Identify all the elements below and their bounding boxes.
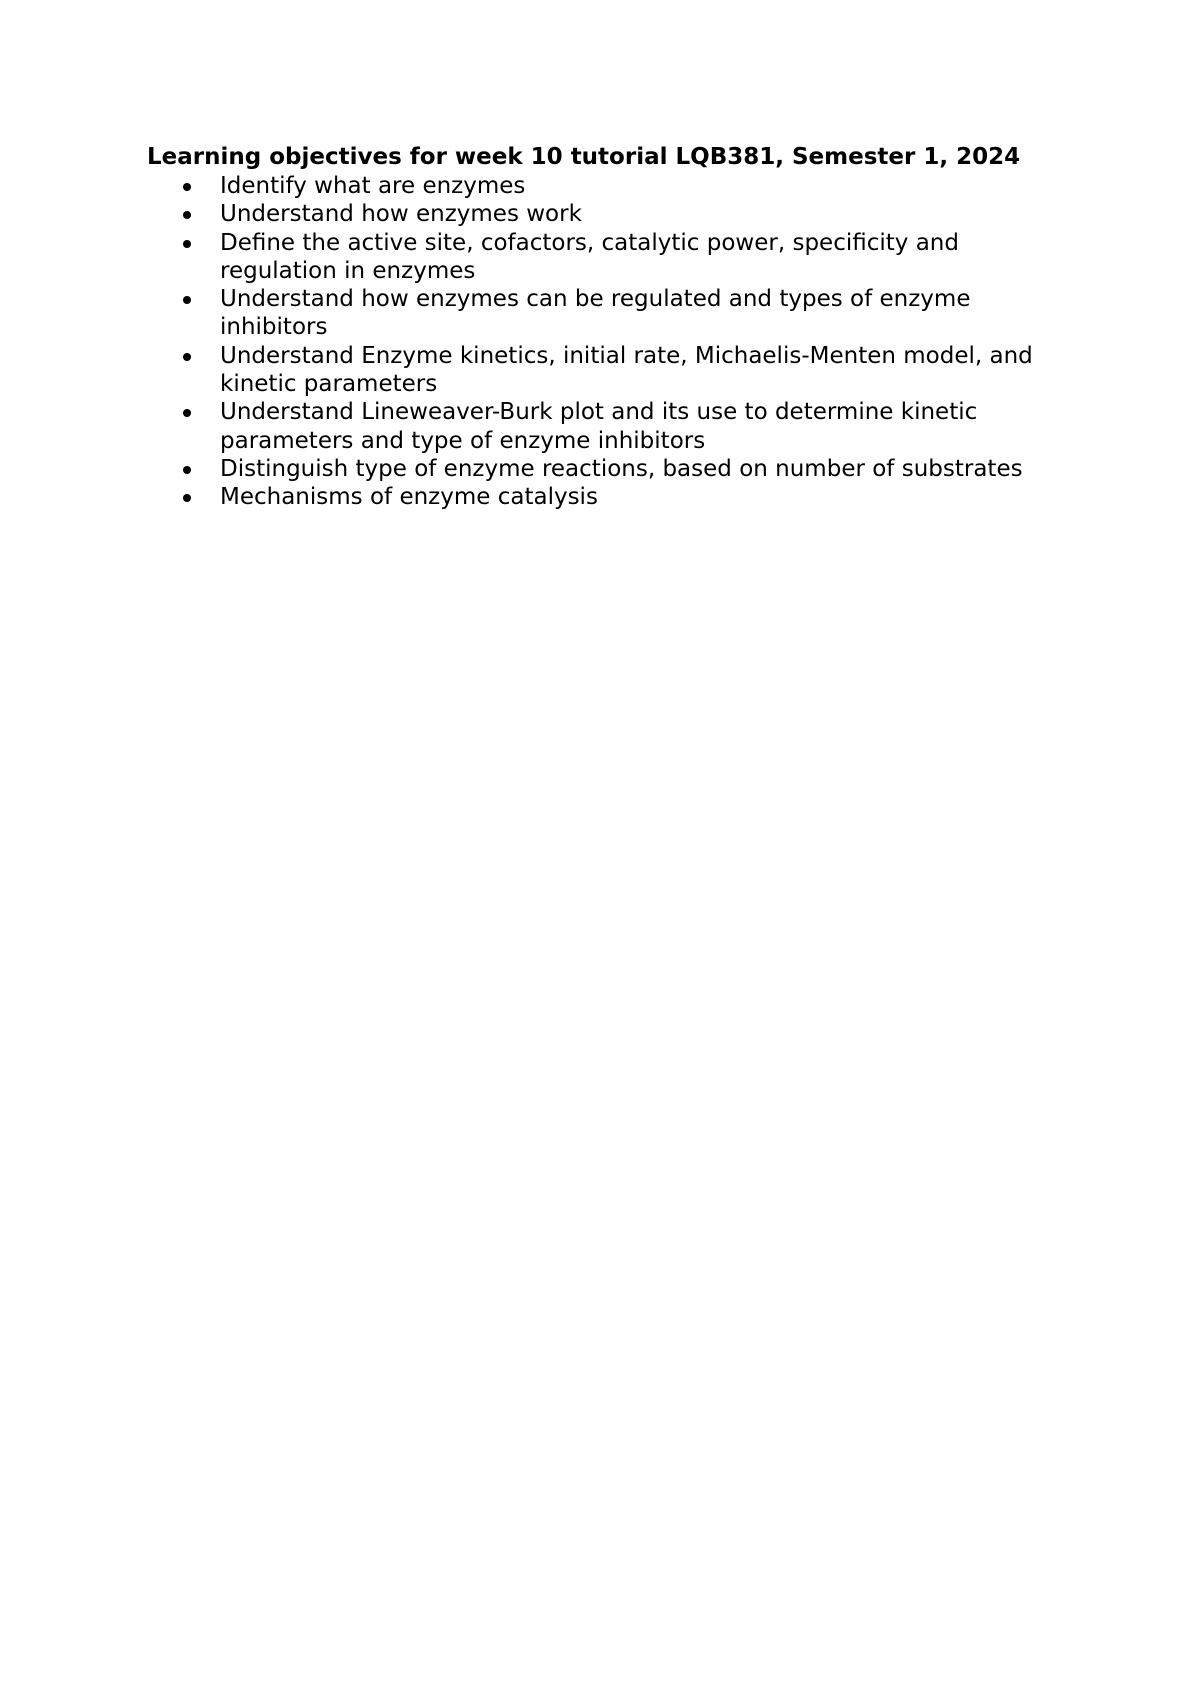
objective-text: Understand how enzymes work [220,201,582,228]
bullet-icon [183,296,191,304]
bullet-icon [183,211,191,219]
bullet-icon [183,183,191,191]
document-title: Learning objectives for week 10 tutorial LQB381, Semester 1, 2024 [147,144,1021,170]
objective-text: Distinguish type of enzyme reactions, based on number of substrates [220,455,1023,482]
document-content [147,143,1037,512]
objective-text: Understand Lineweaver-Burk plot and its use to determine kinetic parameters and type of enzyme inhibitors [220,399,978,454]
objective-text: Define the active site, cofactors, catalytic power, specificity and regulation in enzymes [220,229,959,284]
objective-text: Understand Enzyme kinetics, initial rate, Michaelis-Menten model, and kinetic parameters [220,342,1033,398]
list-item [147,172,1037,200]
bullet-icon [183,494,191,502]
list-item [147,229,1037,286]
bullet-icon [183,409,191,417]
objectives-list [147,172,1037,512]
bullet-icon [183,240,191,248]
list-item [147,342,1037,399]
list-item [147,483,1037,511]
list-item [147,285,1037,342]
list-item [147,398,1037,455]
objective-text: Identify what are enzymes [220,173,526,199]
list-item [147,455,1037,483]
objective-text: Understand how enzymes can be regulated and types of enzyme inhibitors [220,286,971,341]
bullet-icon [183,466,191,474]
objective-text: Mechanisms of enzyme catalysis [220,484,598,511]
list-item [147,200,1037,228]
bullet-icon [183,353,191,361]
